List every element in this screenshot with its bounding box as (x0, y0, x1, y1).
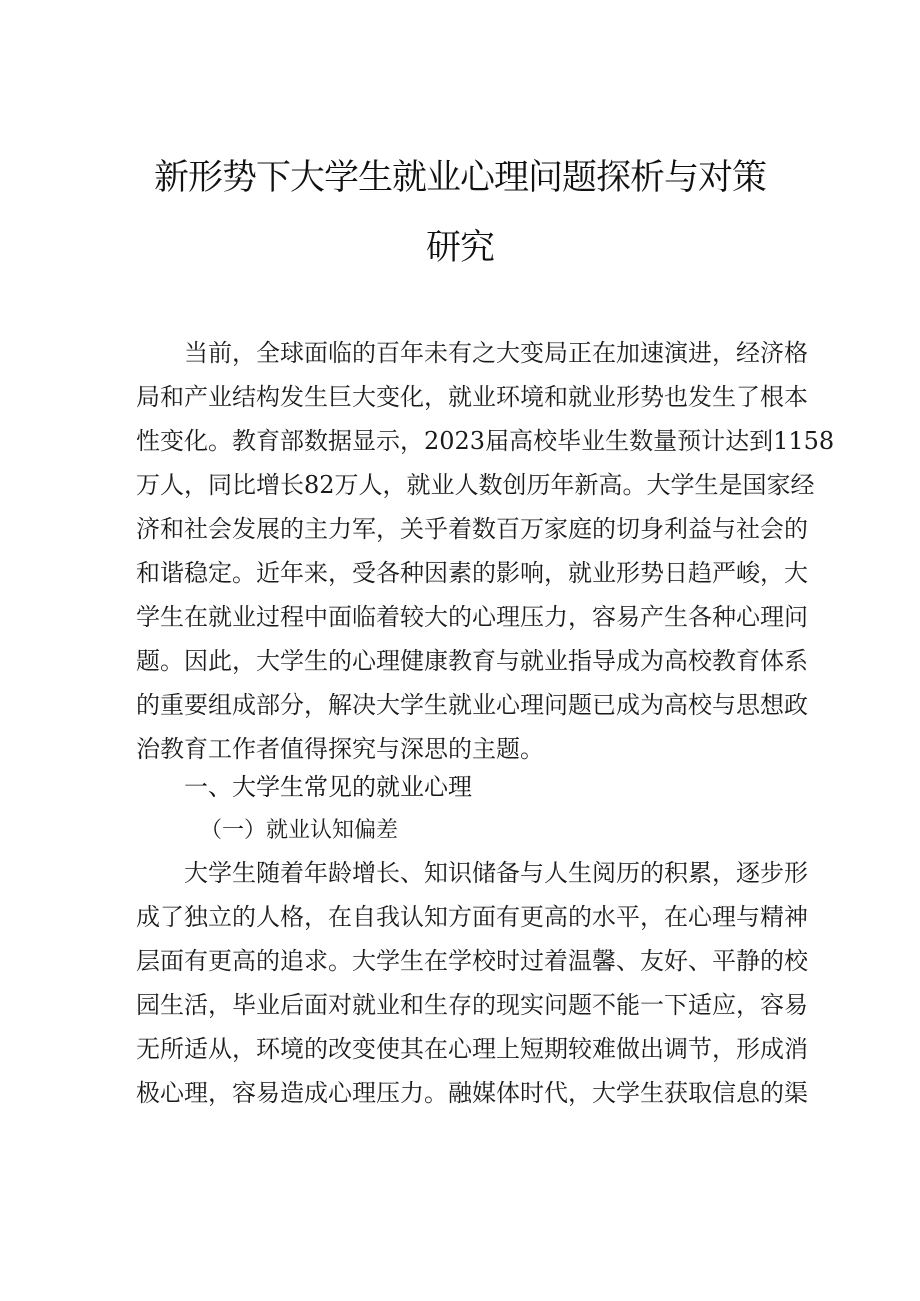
document-title-line-2: 研究 (425, 228, 494, 268)
intro-paragraph-line: 性变化。教育部数据显示，2023届高校毕业生数量预计达到1158 (136, 427, 835, 455)
intro-paragraph-line: 万人，同比增长82万人，就业人数创历年新高。大学生是国家经 (136, 471, 815, 499)
body-paragraph-line: 极心理，容易造成心理压力。融媒体时代，大学生获取信息的渠 (136, 1079, 808, 1107)
intro-paragraph-line: 题。因此，大学生的心理健康教育与就业指导成为高校教育体系 (136, 647, 808, 675)
body-paragraph-line: 大学生随着年龄增长、知识储备与人生阅历的积累，逐步形 (184, 859, 808, 887)
intro-paragraph-line: 局和产业结构发生巨大变化，就业环境和就业形势也发生了根本 (136, 383, 808, 411)
body-paragraph-line: 层面有更高的追求。大学生在学校时过着温馨、友好、平静的校 (136, 947, 808, 975)
subsection-heading: （一）就业认知偏差 (200, 818, 399, 843)
body-paragraph-line: 园生活，毕业后面对就业和生存的现实问题不能一下适应，容易 (136, 991, 808, 1019)
intro-paragraph-line: 当前，全球面临的百年未有之大变局正在加速演进，经济格 (184, 339, 808, 367)
intro-paragraph-line: 济和社会发展的主力军，关乎着数百万家庭的切身利益与社会的 (136, 515, 808, 543)
section-heading: 一、大学生常见的就业心理 (184, 773, 472, 801)
intro-paragraph-line: 学生在就业过程中面临着较大的心理压力，容易产生各种心理问 (136, 603, 808, 631)
body-paragraph-line: 成了独立的人格，在自我认知方面有更高的水平，在心理与精神 (136, 903, 808, 931)
intro-paragraph-line: 和谐稳定。近年来，受各种因素的影响，就业形势日趋严峻，大 (136, 559, 808, 587)
intro-paragraph-line: 的重要组成部分，解决大学生就业心理问题已成为高校与思想政 (136, 691, 808, 719)
intro-paragraph-line: 治教育工作者值得探究与深思的主题。 (136, 735, 544, 763)
document-title-line-1: 新形势下大学生就业心理问题探析与对策 (153, 158, 766, 198)
body-paragraph-line: 无所适从，环境的改变使其在心理上短期较难做出调节，形成消 (136, 1035, 808, 1063)
